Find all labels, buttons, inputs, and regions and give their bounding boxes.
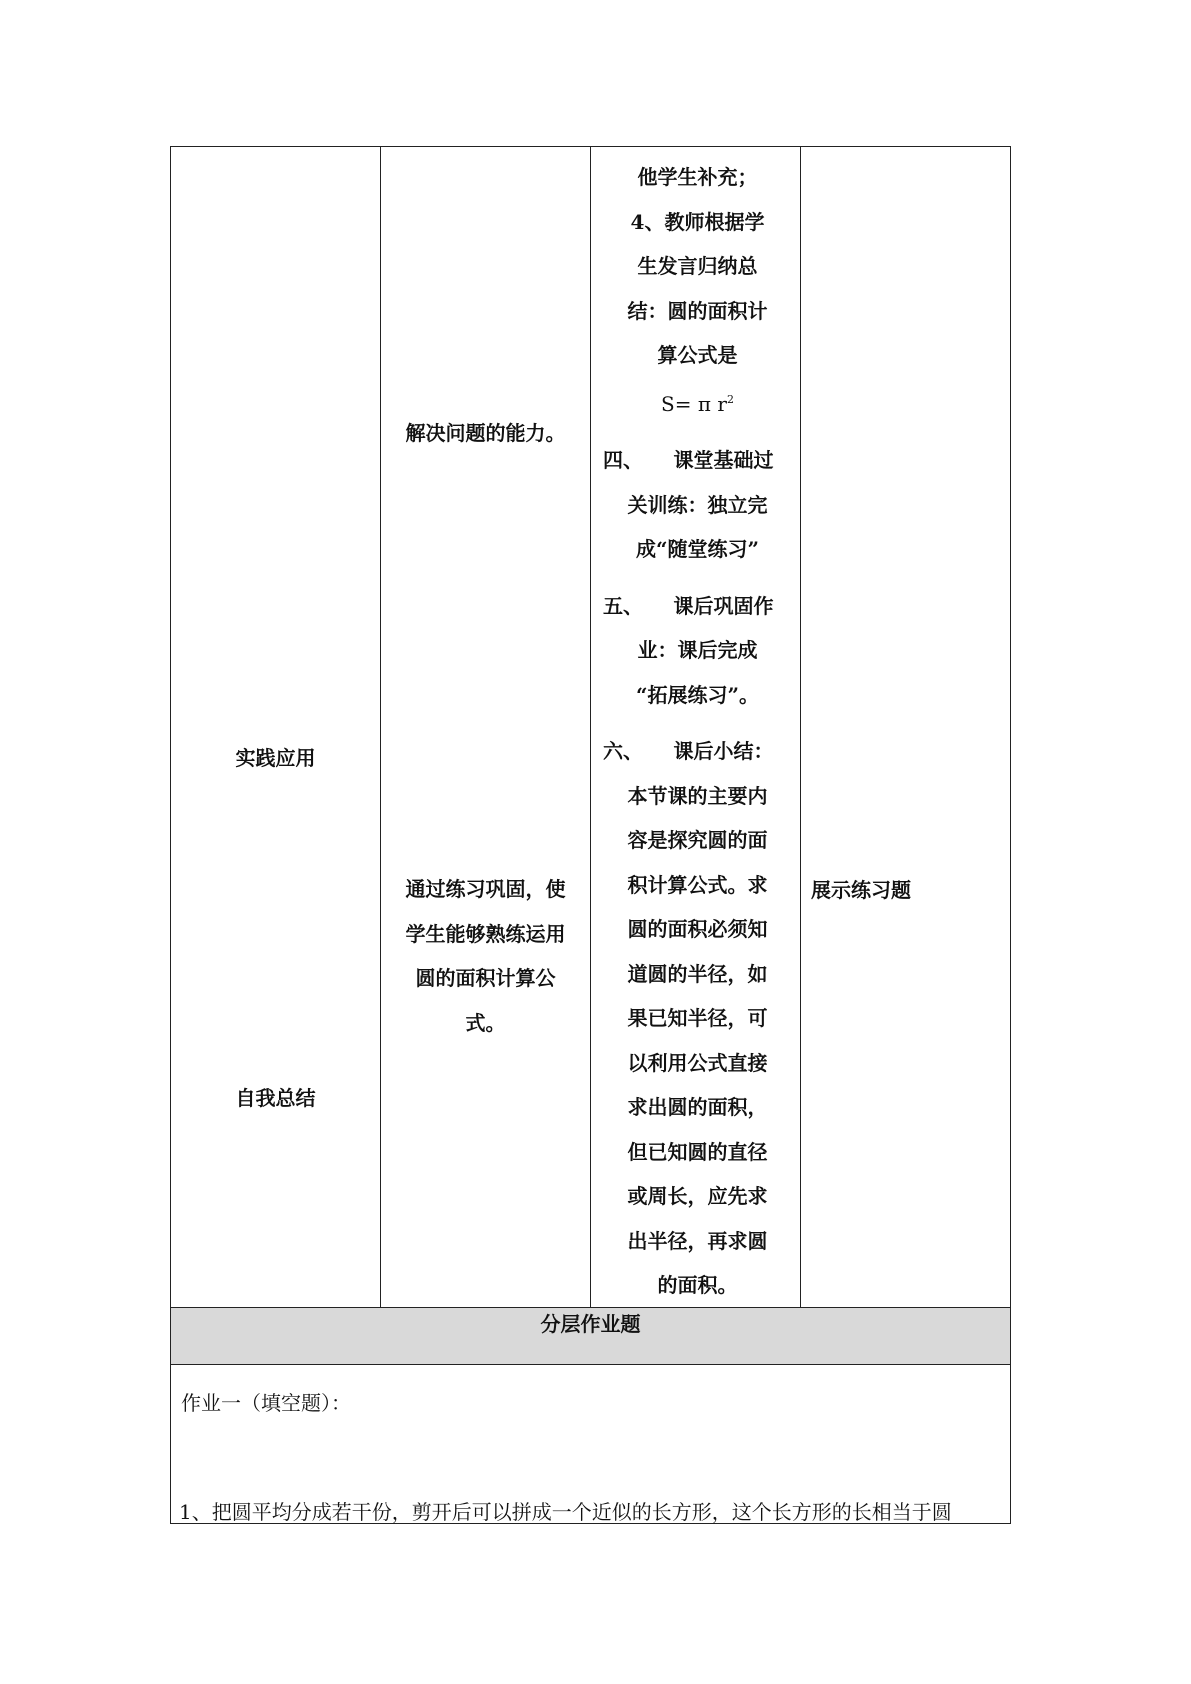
process-line: 本节课的主要内 [627,783,768,808]
formula-base: S= π r [661,391,727,416]
process-line: 结：圆的面积计 [627,298,768,323]
stage-cell [171,147,381,1308]
step-four-heading [603,438,792,483]
process-line: 关训练：独立完 [627,492,768,517]
formula-exponent: 2 [726,392,734,406]
homework-question-1: 1、把圆平均分成若干份，剪开后可以拼成一个近似的长方形，这个长方形的长相当于圆 [179,1500,952,1524]
stage-summary: 自我总结 [235,1086,316,1110]
step-number: 五、 [603,593,643,618]
process-line: 圆的面积必须知 [627,917,768,941]
media-cell [801,147,1011,1308]
process-line: 生发言归纳总 [637,254,758,278]
step-heading: 课堂基础过 [673,448,774,472]
goal-cell [381,147,591,1308]
step-six-heading [603,729,792,774]
goal-text-b: 通过练习巩固，使学生能够熟练运用圆的面积计算公式。 [405,877,566,1035]
process-line: 成“随堂练习” [635,537,759,561]
process-line: 算公式是 [657,343,738,367]
process-line: 果已知半径，可 [627,1006,768,1030]
process-line: 容是探究圆的面 [627,828,768,852]
homework-cell [171,1365,1011,1524]
homework-title: 作业一（填空题）： [181,1391,351,1415]
goal-text-a: 解决问题的能力。 [405,421,566,445]
process-line: 业：课后完成 [637,638,758,662]
process-line: “拓展练习”。 [635,682,759,707]
process-line: 或周长，应先求 [627,1184,768,1208]
lesson-plan-table [170,146,1011,1524]
step-number: 四、 [603,448,643,472]
step-heading: 课后小结： [673,739,774,763]
process-cell [591,147,801,1308]
process-line: 道圆的半径，如 [627,961,768,986]
step-number: 六、 [603,739,643,763]
process-content [603,155,792,1308]
media-text: 展示练习题 [811,878,911,902]
process-line: 但已知圆的直径 [627,1139,768,1164]
area-formula [603,378,792,427]
step-five-heading [603,584,792,629]
section-row [171,1308,1011,1365]
activity-row [171,147,1011,1308]
process-line: 积计算公式。求 [627,872,768,897]
process-line: 求出圆的面积， [627,1095,768,1119]
process-line: 他学生补充； [637,165,758,189]
process-line: 4、教师根据学 [630,209,765,234]
process-line: 的面积。 [657,1273,738,1297]
process-line: 以利用公式直接 [627,1050,768,1075]
step-heading: 课后巩固作 [673,593,774,618]
section-title: 分层作业题 [171,1308,1011,1365]
homework-row [171,1365,1011,1524]
stage-practice: 实践应用 [235,746,316,770]
process-line: 出半径，再求圆 [627,1228,768,1253]
